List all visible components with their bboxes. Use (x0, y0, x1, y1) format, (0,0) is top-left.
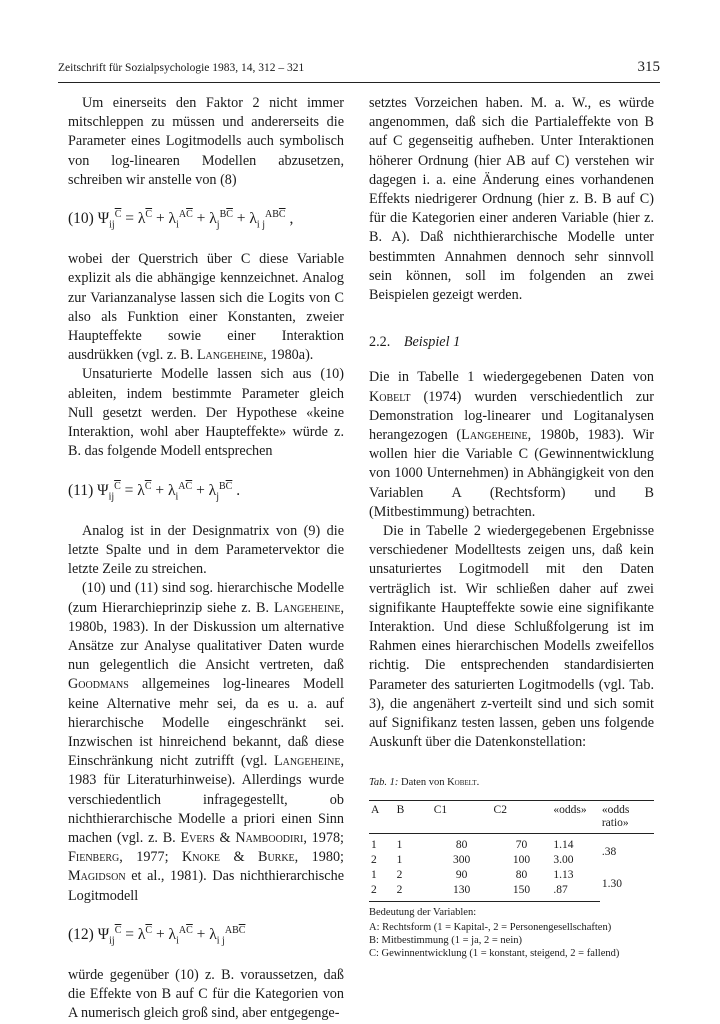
paragraph: Um einerseits den Faktor 2 nicht immer mitschleppen zu müssen und andererseits die Parameter eines Logitmodells auch symbolisch von log-linearen Modellen abzusetzen, schreiben wir anstelle von (8) (68, 95, 344, 188)
column-header: «odds» (551, 800, 599, 833)
left-column (68, 94, 344, 1024)
equation-12: (12) $\Psi_{ij}^{\overline{C}} = \lambda^{\overline{C}} + \lambda_i^{A\overline{C}} + \lambda_{i j}^{AB\overline{C}}$ (68, 924, 246, 947)
column-header: C2 (492, 800, 552, 833)
table-row: 1 2 90 80 1.13 1.30 (369, 868, 654, 883)
running-header (58, 60, 660, 83)
odds-ratio-cell: .38 (601, 846, 617, 859)
equation-label: (10) (68, 210, 94, 228)
paragraph: Die in Tabelle 1 wiedergegebenen Daten von Kobelt (1974) wurden verschiedentlich zur Demonstration log-linearer und Logitanalysen herangezogen (Langeheine, 1980b, 1983). Wir wollen hier die Variable C (Gewinnentwicklung von 1000 Unternehmen) in Abhängigkeit von den Variablen A (Rechtsform) und B (Mitbestimmung) betrachten. (369, 369, 654, 520)
data-table (369, 800, 654, 902)
table-header-row (369, 800, 654, 833)
equation-label: (11) (68, 481, 94, 499)
paragraph: Analog ist in der Designmatrix von (9) die letzte Spalte und in dem Parametervektor die letzte Zeile zu streichen. (68, 522, 344, 578)
odds-ratio-cell: 1.30 (601, 877, 622, 890)
column-header: A (369, 800, 395, 833)
paragraph: Unsaturierte Modelle lassen sich aus (10) ableiten, indem bestimmte Parameter gleich Null gesetzt werden. Der Hypothese «keine Interaktion, wohl aber Haupteffekte» würde z. B. das folgende Modell entsprechen (68, 366, 344, 460)
right-column (369, 94, 654, 960)
table-row: 2 1 300 100 3.00 (371, 853, 574, 866)
paragraph: setztes Vorzeichen haben. M. a. W., es würde angenommen, daß sich die Partialeffekte von B auf C gegenseitig aufheben. Unter Interaktionen höherer Ordnung (hier AB auf C) verstehen wir dagegen i. a. eine Änderung eines vorhandenen Effekts niedrigerer Ordnung (hier z. B. B auf C) für die Kategorien einer anderen Variable (hier z. B. A). Daß nichthierarchische Modelle unter bestimmten Annahmen dennoch sehr sinnvoll sein können, soll im folgenden an zwei Beispielen gezeigt werden. (369, 95, 654, 304)
equation-label: (12) (68, 925, 94, 943)
column-header: «odds ratio» (600, 800, 654, 833)
paragraph: würde gegenüber (10) z. B. voraussetzen, daß die Effekte von B auf C für die Kategorien von A numerisch gleich groß sind, aber entgegenge- (68, 967, 344, 1022)
column-header: B (395, 800, 432, 833)
legend-title: Bedeutung der Variablen: (369, 906, 477, 918)
section-title: Beispiel 1 (403, 334, 461, 351)
table-legend (369, 906, 654, 960)
legend-item: A: Rechtsform (1 = Kapital-, 2 = Personengesellschaften) (369, 921, 612, 933)
section-number: 2.2. (369, 334, 391, 351)
table-caption: Tab. 1: Daten von Kobelt. (369, 776, 480, 788)
page-number: 315 (637, 59, 660, 75)
paragraph: (10) und (11) sind sog. hierarchische Modelle (zum Hierarchieprinzip siehe z. B. Langeheine, 1980b, 1983). In der Diskussion um alternative Ansätze zur Analyse qualitativer Daten wurde nun gelegentlich die Ansicht vertreten, daß Goodmans allgemeines log-lineares Modell keine Alternative mehr sei, da es u. a. auf hierarchische Modelle eingeschränkt sei. Inzwischen ist hinreichend bekannt, daß diese Einschränkung nicht zutrifft (vgl. Langeheine, 1983 für Literaturhinweise). Allerdings wurde verschiedentlich infragegestellt, ob nichthierarchische Modelle a priori einen Sinn machen (vgl. z. B. Evers & Namboodiri, 1978; Fienberg, 1977; Knoke & Burke, 1980; Magidson et al., 1981). Das nichthierarchische Logitmodell (68, 580, 345, 904)
table-row: 2 2 130 150 .87 (369, 883, 654, 902)
equation-11: (11) $\Psi_{ij}^{\overline{C}} = \lambda^{\overline{C}} + \lambda_i^{A\overline{C}} + \lambda_j^{B\overline{C}}$ . (68, 480, 241, 502)
table-row: 1 1 80 70 1.14 .38 (369, 833, 654, 853)
author-name: Langeheine (196, 347, 264, 364)
equation-10: (10) $\Psi_{ij}^{\overline{C}} = \lambda^{\overline{C}} + \lambda_i^{A\overline{C}} + \lambda_j^{B\overline{C}} + \lambda_{i j}^{AB\overline{C}}$ , (68, 209, 294, 231)
legend-item: B: Mitbestimmung (1 = ja, 2 = nein) (369, 934, 522, 946)
paragraph: Die in Tabelle 2 wiedergegebenen Ergebnisse verschiedener Modelltests zeigen uns, daß kein unsaturiertes Logitmodell mit den Daten verträglich ist. Wir schließen daher auf zwei signifikante Haupteffekte sowie eine signifikante Interaktion. Und diese Schlußfolgerung ist im Rahmen eines hierarchischen Modells zweifellos richtig. Die entsprechenden standardisierten Parameter des saturierten Logitmodells (vgl. Tab. 3), die angenähert z-verteilt sind und sich somit auf Signifikanz testen lassen, geben uns folgende Auskunft über die Datenkonstellation: (369, 523, 654, 751)
legend-item: C: Gewinnentwicklung (1 = konstant, steigend, 2 = fallend) (369, 947, 620, 959)
section-heading (369, 333, 654, 352)
paragraph: wobei der Querstrich über C diese Variable explizit als die abhängige kennzeichnet. Analog zur Varianzanalyse lassen sich die Logits von C also als Funktion einer Konstanten, zweier Haupteffekte sowie einer Interaktion ausdrükken (vgl. z. B. Langeheine, 1980a). (68, 251, 344, 364)
journal-citation: Zeitschrift für Sozialpsychologie 1983, 14, 312 – 321 (58, 62, 305, 74)
column-header: C1 (432, 800, 492, 833)
